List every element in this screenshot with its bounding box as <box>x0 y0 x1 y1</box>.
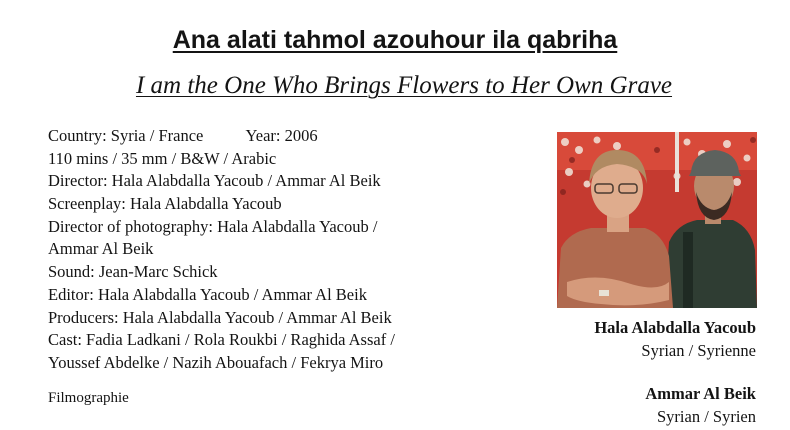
director-line: Director: Hala Alabdalla Yacoub / Ammar Al Beik <box>48 171 381 191</box>
cast-line-2: Youssef Abdelke / Nazih Abouafach / Fekrya Miro <box>48 352 384 372</box>
country-value: Syria / France <box>110 126 204 145</box>
film-details <box>48 125 395 375</box>
director-nationality-2: Syrian / Syrien <box>657 407 756 426</box>
producers-line: Producers: Hala Alabdalla Yacoub / Ammar Al Beik <box>48 307 392 327</box>
film-title-arabic: Ana alati tahmol azouhour ila qabriha <box>172 26 618 54</box>
photography-line-2: Ammar Al Beik <box>48 239 154 259</box>
country-label: Country: <box>48 126 107 145</box>
director-nationality-1: Syrian / Syrienne <box>641 341 756 360</box>
specs-line: 110 mins / 35 mm / B&W / Arabic <box>48 148 277 168</box>
photography-line-1: Director of photography: Hala Alabdalla Yacoub / <box>48 216 378 236</box>
director-name-2: Ammar Al Beik <box>645 384 756 403</box>
director-name-1: Hala Alabdalla Yacoub <box>594 318 756 337</box>
director-credit-1 <box>594 316 756 362</box>
director-credit-2 <box>645 382 756 428</box>
sound-line: Sound: Jean-Marc Schick <box>48 262 218 282</box>
country-year-row <box>48 125 395 148</box>
filmography-label: Filmographie <box>48 390 129 406</box>
year-label: Year: <box>245 126 281 145</box>
year-value: 2006 <box>284 126 318 145</box>
directors-photo <box>557 132 757 308</box>
editor-line: Editor: Hala Alabdalla Yacoub / Ammar Al Beik <box>48 284 367 304</box>
screenplay-line: Screenplay: Hala Alabdalla Yacoub <box>48 194 282 214</box>
cast-line-1: Cast: Fadia Ladkani / Rola Roukbi / Raghida Assaf / <box>48 330 395 350</box>
film-title-english: I am the One Who Brings Flowers to Her Own Grave <box>135 72 673 99</box>
